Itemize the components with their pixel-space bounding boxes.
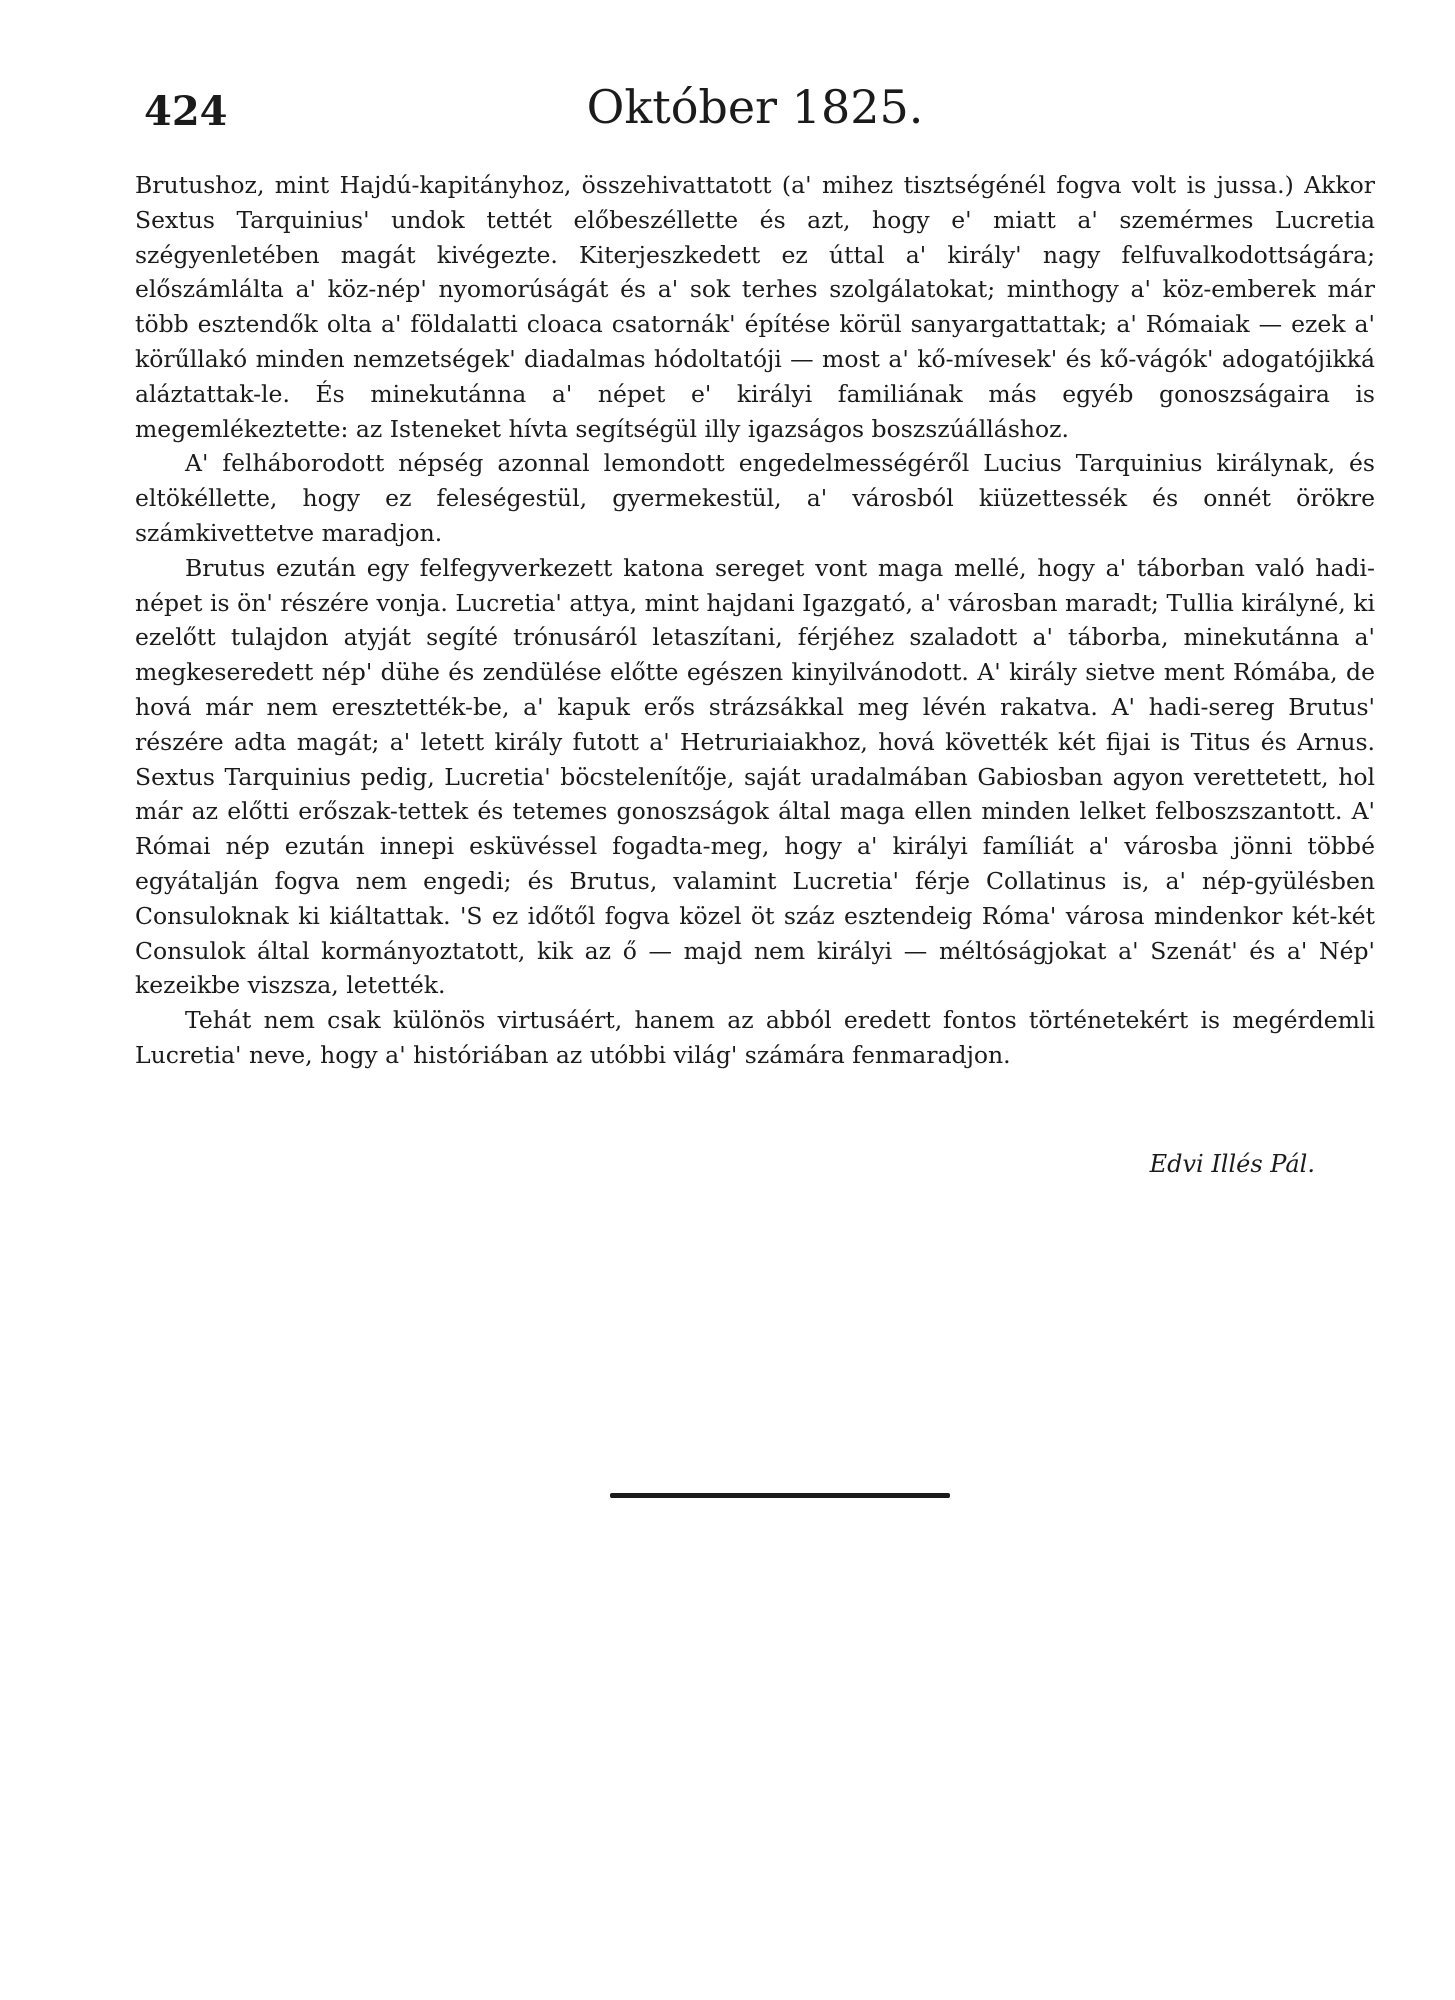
author-signature: Edvi Illés Pál. [1149,1150,1315,1178]
running-head-title: Október 1825. [586,80,924,134]
page-header [140,80,1370,160]
body-text [135,168,1375,1073]
paragraph-1: Brutushoz, mint Hajdú-kapitányhoz, összehivattatott (a' mihez tisztségénél fogva volt is jussa.) Akkor Sextus Tarquinius' undok tettét előbeszéllette és azt, hogy e' miatt a' szemérmes Lucretia szégyenletében magát kivégezte. Kiterjeszkedett ez úttal a' király' nagy felfuvalkodottságára; előszámlálta a' köz-nép' nyomorúságát és a' sok terhes szolgálatokat; minthogy a' köz-emberek már több esztendők olta a' földalatti cloaca csatornák' építése körül sanyargattattak; a' Rómaiak — ezek a' körűllakó minden nemzetségek' diadalmas hódoltatóji — most a' kő-mívesek' és kő-vágók' adogatójikká aláztattak-le. És minekutánna a' népet e' királyi familiának más egyéb gonoszságaira is megemlékeztette: az Isteneket hívta segítségül illy igazságos boszszúálláshoz. [135,171,1375,443]
paragraph-2: A' felháborodott népség azonnal lemondott engedelmességéről Lucius Tarquinius királynak, és eltökéllette, hogy ez feleségestül, gyermekestül, a' városból kiüzettessék és onnét örökre számkivettetve maradjon. [135,449,1375,547]
paragraph-3: Brutus ezután egy felfegyverkezett katona sereget vont maga mellé, hogy a' táborban való hadi-népet is ön' részére vonja. Lucretia' attya, mint hajdani Igazgató, a' városban maradt; Tullia királyné, ki ezelőtt tulajdon atyját segíté trónusáról letaszítani, férjéhez szaladott a' táborba, minekutánna a' megkeseredett nép' dühe és zendülése előtte egészen kinyilvánodott. A' király sietve ment Rómába, de hová már nem eresztették-be, a' kapuk erős strázsákkal meg lévén rakatva. A' hadi-sereg Brutus' részére adta magát; a' letett király futott a' Hetruriaiakhoz, hová követték két fijai is Titus és Arnus. Sextus Tarquinius pedig, Lucretia' böcstelenítője, saját uradalmában Gabiosban agyon verettetett, hol már az előtti erőszak-tettek és tetemes gonoszságok által maga ellen minden lelket felboszszantott. A' Római nép ezután innepi esküvéssel fogadta-meg, hogy a' királyi famíliát a' városba jönni többé egyátalján fogva nem engedi; és Brutus, valamint Lucretia' férje Collatinus is, a' nép-gyülésben Consuloknak ki kiáltattak. 'S ez időtől fogva közel öt száz esztendeig Róma' városa mindenkor két-két Consulok által kormányoztatott, kik az ő — majd nem királyi — méltóságjokat a' Szenát' és a' Nép' kezeikbe viszsza, letették. [135,553,1375,1000]
closing-rule [610,1493,950,1498]
paragraph-4: Tehát nem csak különös virtusáért, hanem az abból eredett fontos történetekért is megérdemli Lucretia' neve, hogy a' históriában az utóbbi világ' számára fenmaradjon. [135,1006,1375,1069]
page-number: 424 [144,88,228,135]
